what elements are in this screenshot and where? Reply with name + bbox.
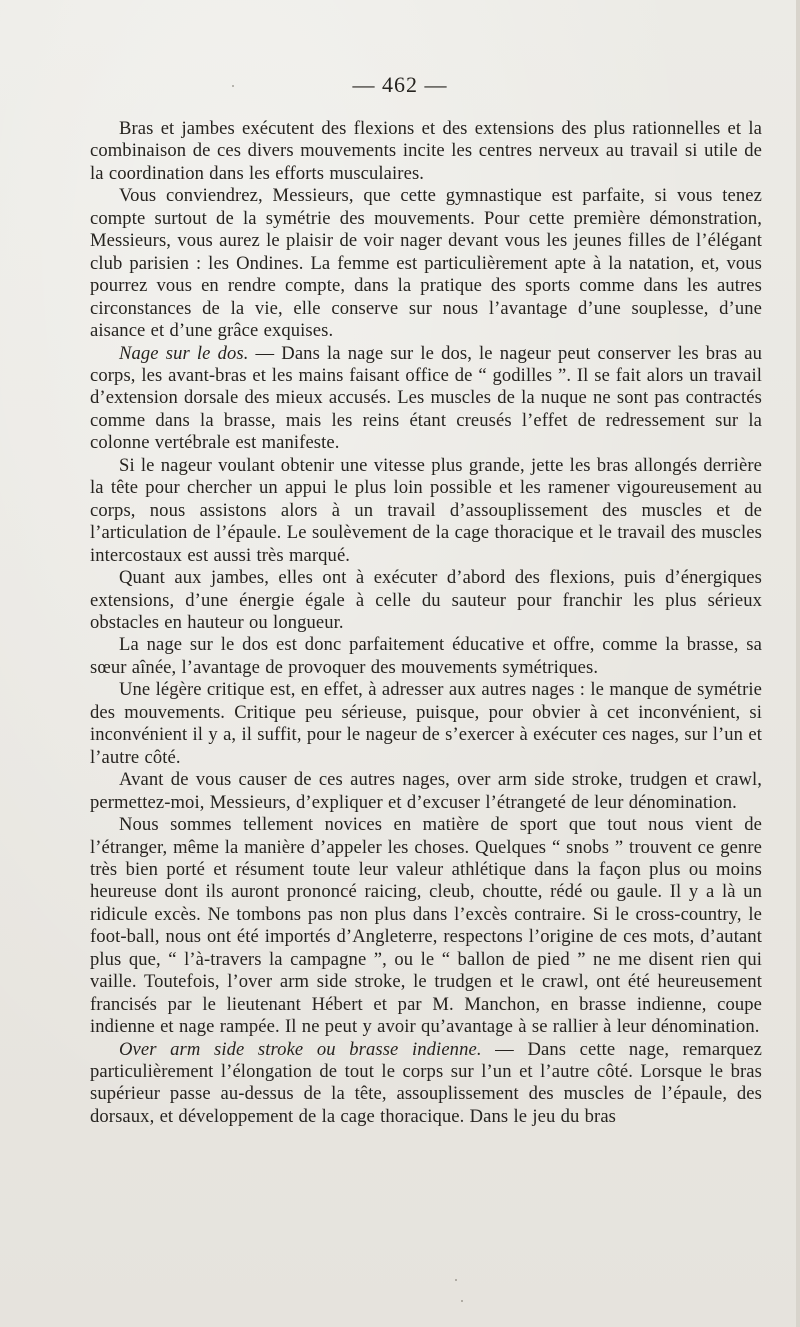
paragraph-text: — Dans la nage sur le dos, le nageur peut conserver les bras au corps, les avant-bras et les mains faisant office de “ godilles ”. Il se fait alors un travail d’extension dorsale des mieux accusés. Les muscles de la nuque ne sont pas contractés comme dans la brasse, mais les reins étant creusés l’effet de redressement sur la colonne vertébrale est manifeste.	[90, 342, 762, 454]
page-text	[90, 118, 762, 1128]
paragraph-text: Nous sommes tellement novices en matière de sport que tout nous vient de l’étranger, même la manière d’appeler les choses. Quelques “ snobs ” trouvent ce genre très bien porté et résument toute leur valeur athlétique dans la façon plus ou moins heureuse dont ils auront prononcé raicing, cleub, choutte, rédé ou gaule. Il y a là un ridicule excès. Ne tombons pas non plus dans l’excès contraire. Si le cross-country, le foot-ball, nous ont été importés d’Angleterre, respectons l’origine de ces mots, d’autant plus que, “ l’à-travers la campagne ”, ou le “ ballon de pied ” ne me disent rien qui vaille. Toutefois, l’over arm side stroke, le trudgen et le crawl, ont été heureusement francisés par le lieutenant Hébert et par M. Manchon, en brasse indienne, coupe indienne et nage rampée. Il ne peut y avoir qu’avantage à se rallier à leur dénomination.	[90, 814, 762, 1038]
paper-speck	[232, 85, 234, 87]
paragraph	[90, 343, 762, 455]
page-number: — 462 —	[352, 72, 448, 97]
paragraph	[90, 567, 762, 634]
paper-speck	[455, 1279, 457, 1281]
paragraph-lead: Over arm side stroke ou brasse indienne.	[119, 1038, 482, 1060]
paragraph-text: Vous conviendrez, Messieurs, que cette gymnastique est parfaite, si vous tenez compte surtout de la symétrie des mouvements. Pour cette première démonstration, Messieurs, vous aurez le plaisir de voir nager devant vous les jeunes filles de l’élégant club parisien : les Ondines. La femme est particulièrement apte à la natation, et, vous pourrez vous en rendre compte, dans la pratique des sports comme dans les autres circonstances de la vie, elle conserve sur nous l’avantage d’une souplesse, d’une aisance et d’une grâce exquises.	[90, 185, 762, 342]
paragraph-text: Bras et jambes exécutent des flexions et des extensions des plus rationnelles et la combinaison de ces divers mouvements incite les centres nerveux au travail si utile de la coordination dans les efforts musculaires.	[90, 118, 762, 184]
paragraph-text: Si le nageur voulant obtenir une vitesse plus grande, jette les bras allongés derrière la tête pour chercher un appui le plus loin possible et les ramener vigoureusement au corps, nous assistons alors à un travail d’assouplissement des muscles et de l’articulation de l’épaule. Le soulèvement de la cage thoracique et le travail des muscles intercostaux est aussi très marqué.	[90, 454, 762, 566]
paper-speck	[461, 1300, 463, 1302]
paragraph	[90, 769, 762, 814]
paragraph	[90, 634, 762, 679]
paragraph-text: — Dans cette nage, remarquez particulièrement l’élongation de tout le corps sur l’un et l’autre côté. Lorsque le bras supérieur passe au-dessus de la tête, assouplissement des muscles de l’épaule, des dorsaux, et développement de la cage thoracique. Dans le jeu du bras	[90, 1038, 762, 1127]
paragraph-text: Quant aux jambes, elles ont à exécuter d’abord des flexions, puis d’énergiques extensions, d’une énergie égale à celle du sauteur pour franchir les plus sérieux obstacles en hauteur ou longueur.	[90, 567, 762, 633]
paragraph-lead: Nage sur le dos.	[119, 342, 249, 364]
paragraph	[90, 118, 762, 185]
paragraph-text: La nage sur le dos est donc parfaitement éducative et offre, comme la brasse, sa sœur aînée, l’avantage de provoquer des mouvements symétriques.	[90, 634, 762, 678]
paragraph	[90, 455, 762, 567]
paragraph	[90, 185, 762, 342]
paragraph	[90, 1039, 762, 1129]
paragraph	[90, 679, 762, 769]
paragraph-text: Une légère critique est, en effet, à adresser aux autres nages : le manque de symétrie des mouvements. Critique peu sérieuse, puisque, pour obvier à cet inconvénient, si inconvénient il y a, il suffit, pour le nageur de s’exercer à exécuter ces nages, sur l’un et l’autre côté.	[90, 679, 762, 768]
paragraph-text: Avant de vous causer de ces autres nages, over arm side stroke, trudgen et crawl, permettez-moi, Messieurs, d’expliquer et d’excuser l’étrangeté de leur dénomination.	[90, 769, 762, 813]
paragraph	[90, 814, 762, 1039]
